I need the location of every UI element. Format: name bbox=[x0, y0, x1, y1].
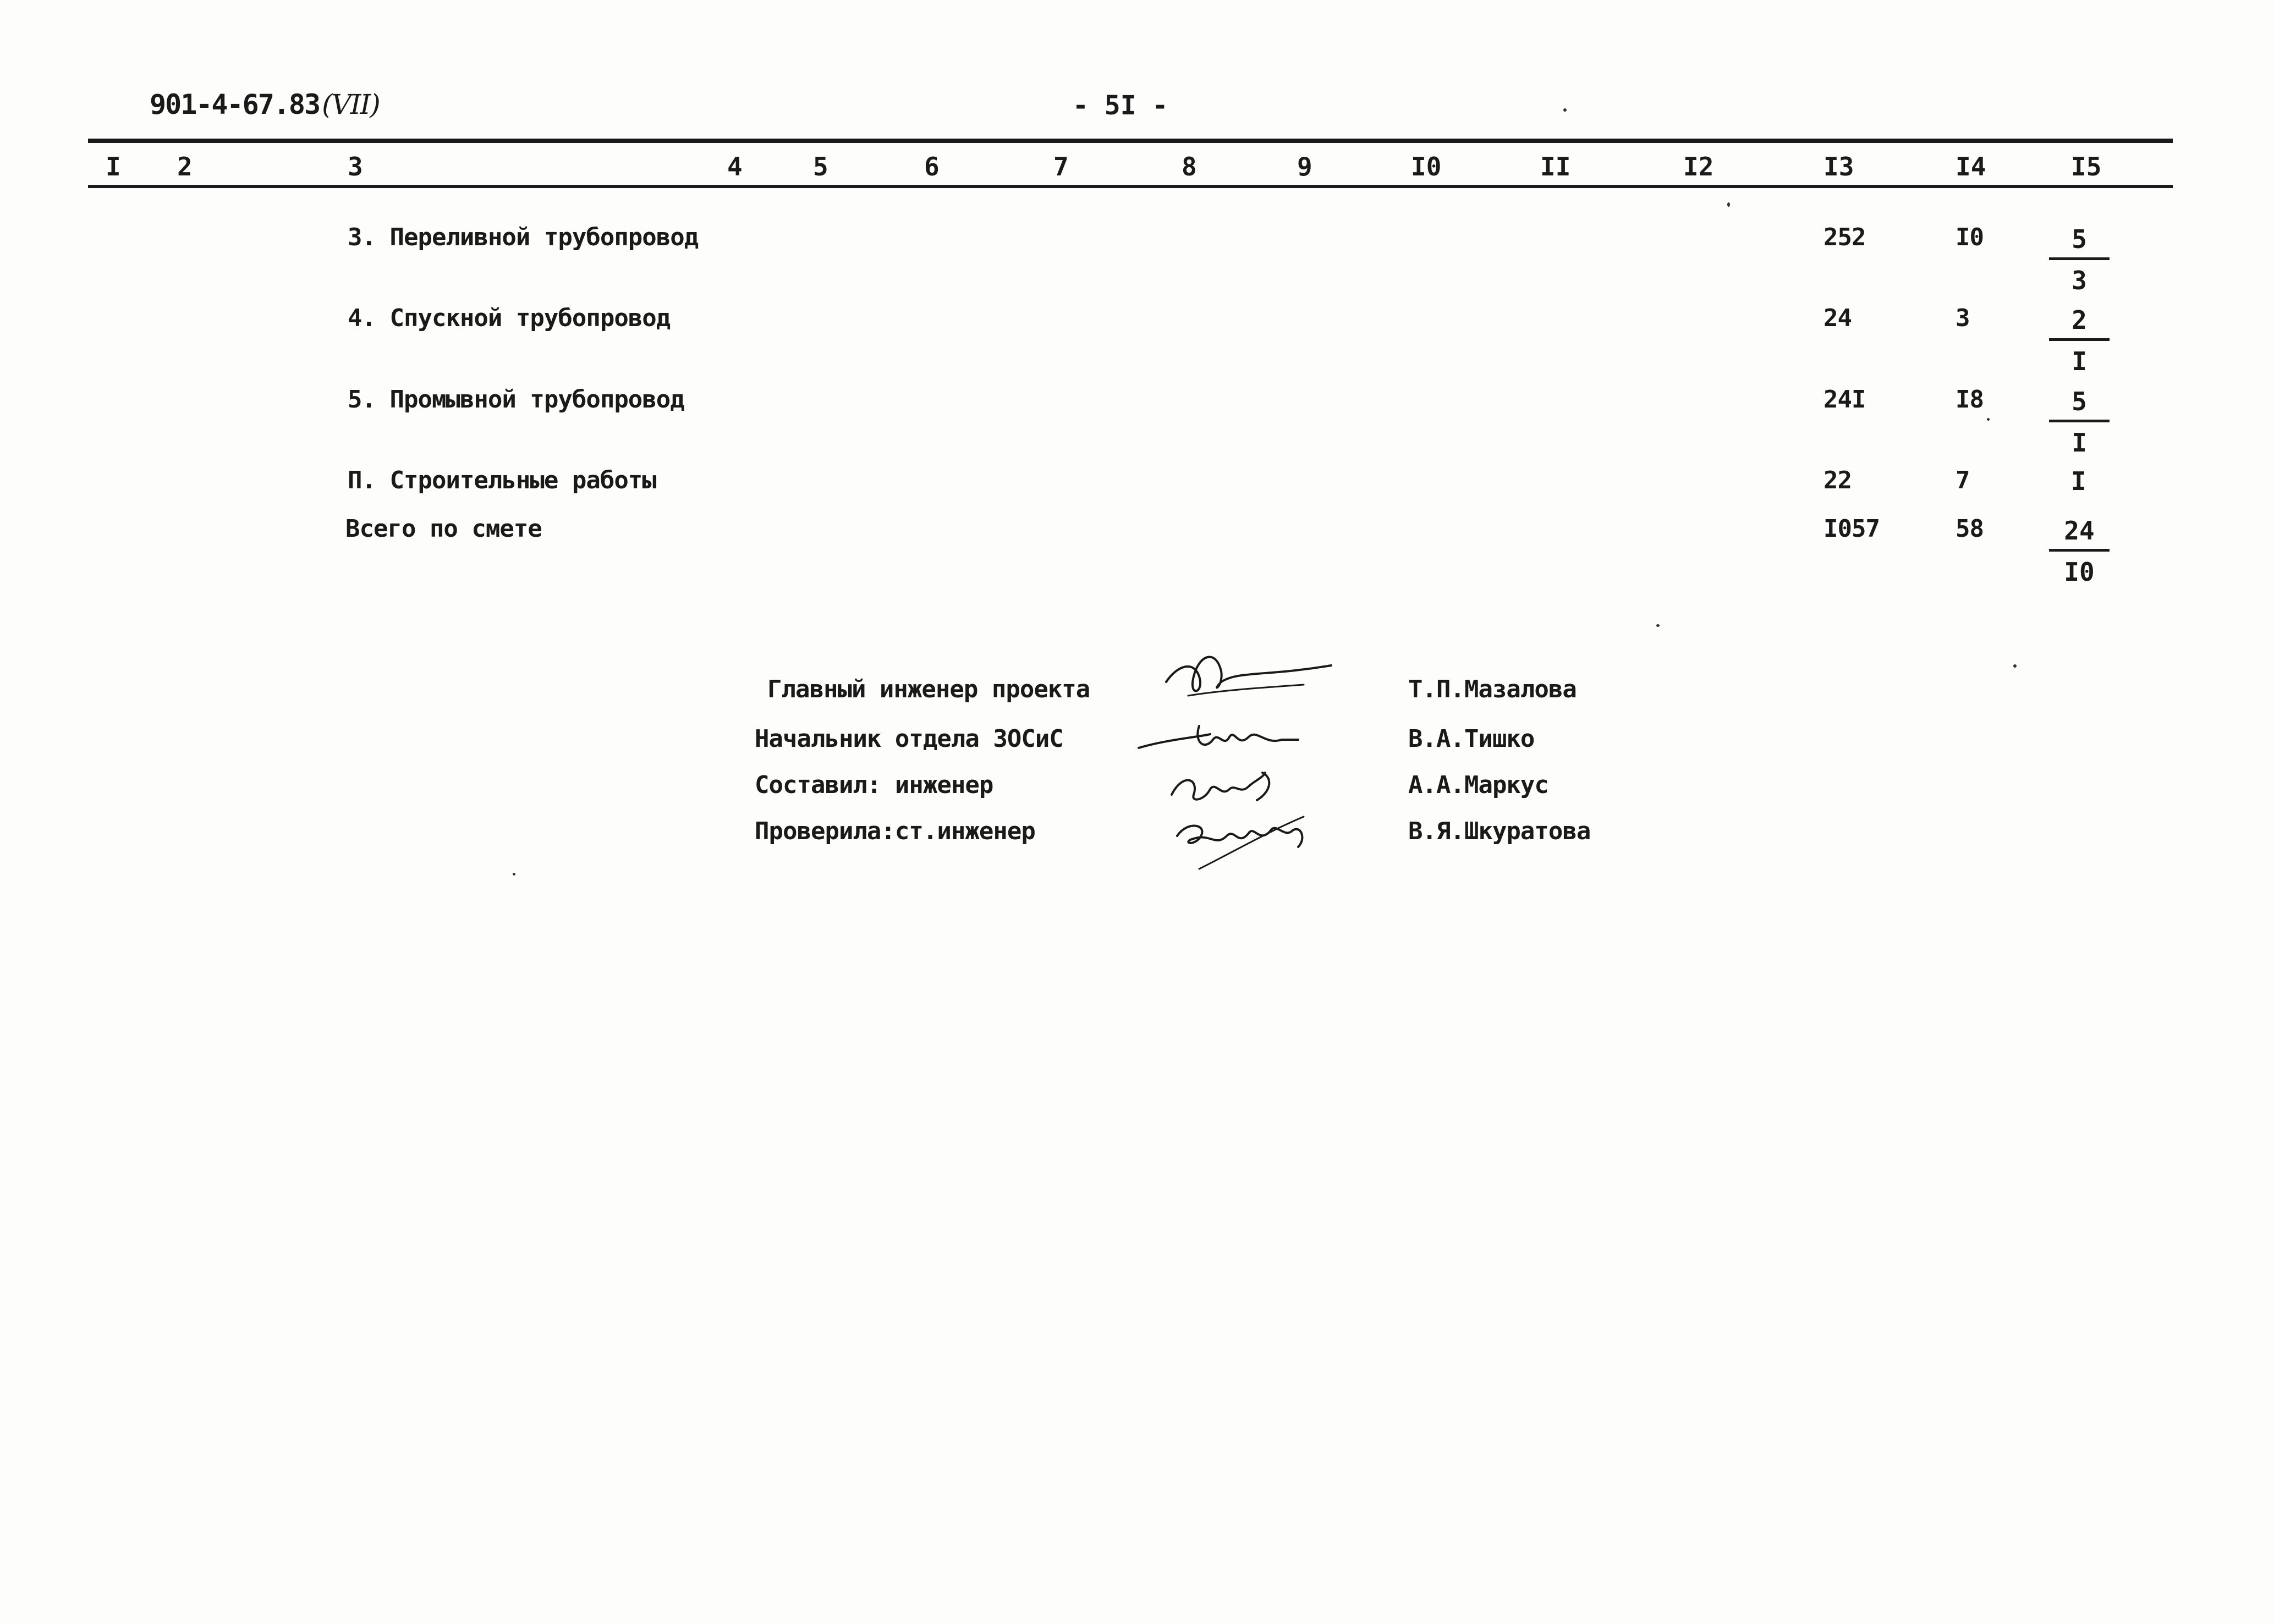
fraction-numerator: 24 bbox=[2049, 516, 2110, 552]
row-col15-fraction bbox=[2049, 305, 2110, 376]
col-num-11: II bbox=[1540, 152, 1571, 181]
col-num-3: 3 bbox=[348, 152, 363, 181]
document-code-suffix: (VII) bbox=[322, 89, 380, 120]
signature-role: Составил: инженер bbox=[755, 771, 993, 799]
fraction-denominator: I0 bbox=[2064, 557, 2095, 587]
handwritten-signature bbox=[1166, 808, 1320, 874]
row-col14: I8 bbox=[1956, 386, 1984, 414]
row-col14: 7 bbox=[1956, 466, 1970, 494]
col-num-5: 5 bbox=[813, 152, 828, 181]
fraction-numerator: 5 bbox=[2049, 387, 2110, 422]
col-num-10: I0 bbox=[1411, 152, 1442, 181]
row-col14: 3 bbox=[1956, 304, 1970, 332]
col-num-6: 6 bbox=[924, 152, 940, 181]
col-num-9: 9 bbox=[1297, 152, 1312, 181]
row-name: 3. Переливной трубопровод bbox=[348, 223, 699, 251]
header-top-rule bbox=[88, 139, 2173, 143]
handwritten-signature bbox=[1166, 762, 1287, 811]
header-bottom-rule bbox=[88, 185, 2173, 188]
scan-speck bbox=[1987, 418, 1990, 421]
row-col15: I bbox=[2071, 466, 2086, 496]
handwritten-signature bbox=[1155, 643, 1342, 715]
page-number: - 5I - bbox=[1073, 90, 1168, 121]
col-num-2: 2 bbox=[177, 152, 193, 181]
document-code bbox=[150, 91, 380, 118]
row-col14: 58 bbox=[1956, 515, 1984, 543]
row-col15-fraction bbox=[2049, 516, 2110, 587]
signature-name: Т.П.Мазалова bbox=[1408, 675, 1577, 703]
signature-role: Главный инженер проекта bbox=[767, 675, 1090, 703]
row-col13: 24I bbox=[1823, 386, 1866, 414]
col-num-13: I3 bbox=[1823, 152, 1854, 181]
row-col15-fraction bbox=[2049, 224, 2110, 295]
row-name: Всего по смете bbox=[345, 515, 542, 543]
scan-speck bbox=[1727, 202, 1730, 207]
scan-speck bbox=[2013, 664, 2017, 668]
scan-speck bbox=[1656, 624, 1660, 627]
signature-name: В.А.Тишко bbox=[1408, 725, 1535, 753]
row-col13: 24 bbox=[1823, 304, 1852, 332]
row-col15-fraction bbox=[2049, 387, 2110, 458]
row-name: 4. Спускной трубопровод bbox=[348, 304, 671, 332]
signature-role: Начальник отдела ЗОСиС bbox=[755, 725, 1063, 753]
scan-speck bbox=[1563, 108, 1567, 112]
signature-role: Проверила:ст.инженер bbox=[755, 817, 1035, 845]
col-num-1: I bbox=[106, 152, 121, 181]
fraction-numerator: 5 bbox=[2049, 224, 2110, 260]
scan-speck bbox=[513, 873, 515, 876]
col-num-8: 8 bbox=[1182, 152, 1197, 181]
row-col13: I057 bbox=[1823, 515, 1880, 543]
col-num-7: 7 bbox=[1053, 152, 1069, 181]
document-code-number: 901-4-67.83 bbox=[150, 89, 320, 120]
handwritten-signature bbox=[1133, 709, 1309, 764]
row-col14: I0 bbox=[1956, 223, 1984, 251]
signature-name: В.Я.Шкуратова bbox=[1408, 817, 1591, 845]
fraction-denominator: I bbox=[2072, 346, 2087, 376]
col-num-12: I2 bbox=[1683, 152, 1714, 181]
col-num-14: I4 bbox=[1956, 152, 1986, 181]
fraction-numerator: 2 bbox=[2049, 305, 2110, 341]
col-num-15: I5 bbox=[2071, 152, 2102, 181]
row-name: П. Строительные работы bbox=[348, 466, 656, 494]
fraction-denominator: 3 bbox=[2072, 266, 2087, 295]
fraction-denominator: I bbox=[2072, 428, 2087, 458]
row-name: 5. Промывной трубопровод bbox=[348, 386, 684, 414]
row-col13: 22 bbox=[1823, 466, 1852, 494]
row-col13: 252 bbox=[1823, 223, 1866, 251]
col-num-4: 4 bbox=[727, 152, 743, 181]
signature-name: А.А.Маркус bbox=[1408, 771, 1548, 799]
